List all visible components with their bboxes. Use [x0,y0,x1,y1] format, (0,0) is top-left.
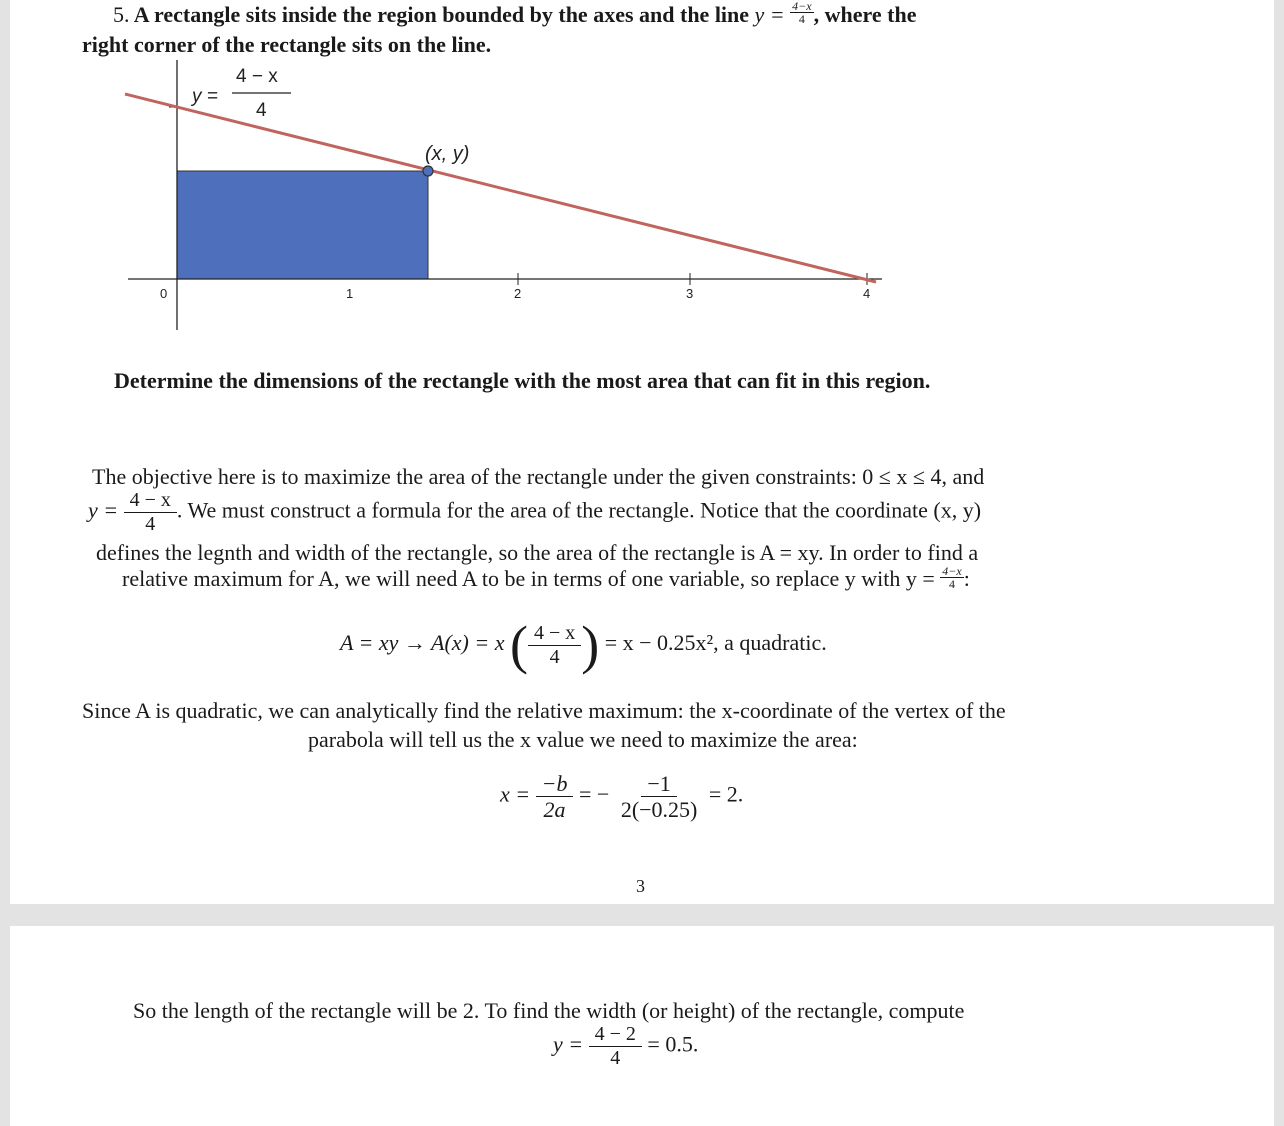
line-label-denominator: 4 [256,100,267,121]
eq2-mid: = − [578,781,610,807]
eq3-y: y = [553,1031,584,1057]
p1-y-eq: y = [88,497,119,523]
x-tick-label-2: 2 [514,286,522,301]
rectangle-graph [10,0,1274,340]
equation-vertex [500,772,743,821]
x-tick-label-4: 4 [863,286,871,301]
eq2-end: = 2. [708,781,744,807]
eq1-right: = x − 0.25x², a quadratic. [604,630,827,656]
eq3-end: = 0.5. [647,1031,699,1057]
x-tick-label-0: 0 [160,286,168,301]
eq3-fraction: $\frac{4 - 2}{4}$ [589,1024,642,1069]
p1-fraction: $\frac{4 - x}{4}$ [124,490,177,535]
page-number: 3 [636,876,645,896]
question-text: Determine the dimensions of the rectangle with the most area that can fit in this region. [114,368,931,393]
p1-line2-text: . We must construct a formula for the area of the rectangle. Notice that the coordinate (x, y) [176,497,982,523]
problem-fraction: $\frac{4-x}{4}$ [792,0,812,27]
problem-text-1b: , where the [813,2,917,27]
p1-line4-text: relative maximum for A, we will need A to be in terms of one variable, so replace y with y = [122,566,935,591]
eq2-fraction-1: $\frac{-b}{2a}$ [536,772,574,821]
p1-line4-fraction: $\frac{4-x}{4}$ [942,563,962,592]
eq1-fraction: $\frac{4 - x}{4}$ [528,623,581,668]
line-label-numerator: 4 − x [236,66,278,87]
p1-line4-colon: : [963,566,970,591]
inscribed-rectangle [177,171,428,279]
solution-p3-line1: So the length of the rectangle will be 2. To find the width (or height) of the rectangle, compute [133,998,965,1023]
equation-height [553,1024,698,1069]
solution-p2-line1: Since A is quadratic, we can analytically find the relative maximum: the x-coordinate of the vertex of the [82,698,1006,723]
eq1-right-paren: ) [581,615,600,675]
eq2-x: x = [500,781,531,807]
equation-area [340,615,827,675]
document-page-1 [10,0,1274,904]
solution-p1-line1: The objective here is to maximize the area of the rectangle under the given constraints: 0 ≤ x ≤ 4, and [92,464,985,489]
line-label-y: y = [192,86,218,107]
problem-line-2: right corner of the rectangle sits on the line. [82,32,492,57]
problem-number: 5. [113,2,130,27]
point-label: (x, y) [425,143,470,165]
x-tick-label-1: 1 [346,286,354,301]
solution-p1-line3: defines the legnth and width of the rectangle, so the area of the rectangle is A = xy. In order to find a [96,540,979,565]
eq1-left-paren: ( [509,615,528,675]
eq1-left: A = xy → A(x) = x [340,630,505,656]
problem-text-1a: A rectangle sits inside the region bounded by the axes and the line [133,2,750,27]
eq2-fraction-2: $\frac{-1}{2(-0.25)}$ [620,771,698,823]
solution-p1-line4 [122,563,970,594]
problem-y-eq: y = [754,2,785,27]
solution-p2-line2: parabola will tell us the x value we need to maximize the area: [308,727,858,752]
document-page-2 [10,926,1274,1126]
solution-p1-line2 [88,490,981,535]
corner-point [423,166,433,176]
x-tick-label-3: 3 [686,286,694,301]
